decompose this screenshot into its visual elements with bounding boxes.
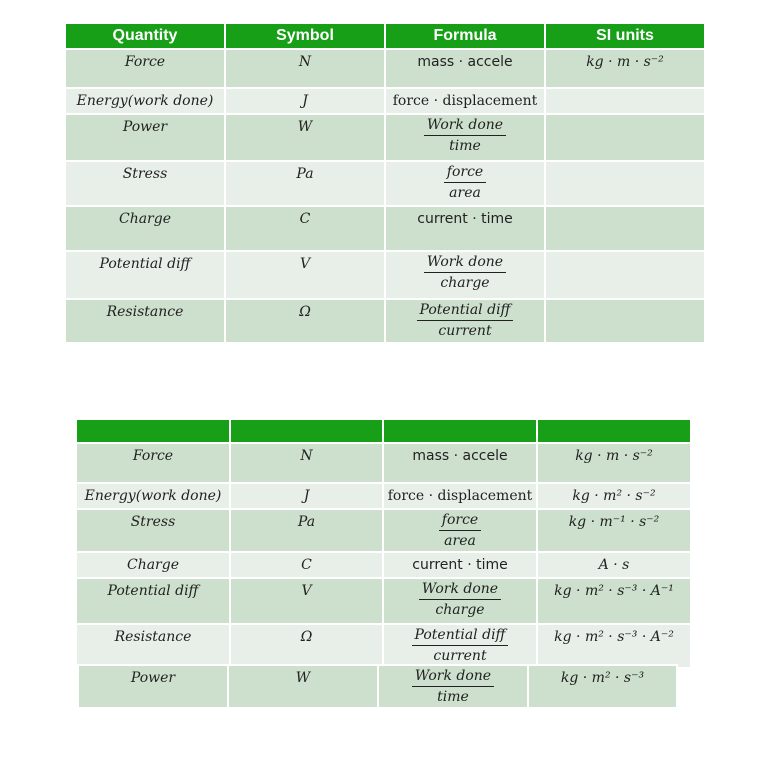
- header-row: [65, 23, 705, 49]
- table-row: [76, 443, 691, 483]
- units-cell: [546, 300, 704, 304]
- header-formula: Formula: [385, 23, 545, 49]
- formula-fraction: $\frac{\text{Potential diff}}{\text{current}}$: [417, 300, 514, 341]
- quantity-cell: Charge: [118, 211, 171, 227]
- table-row: [76, 578, 691, 624]
- formula-cell: mass · accele: [417, 54, 513, 70]
- symbol-cell: J: [303, 488, 310, 504]
- units-cell: kg · m² · s⁻²: [572, 488, 656, 504]
- units-cell: [546, 115, 704, 119]
- quantity-cell: Potential diff: [107, 583, 199, 599]
- quantity-cell: Stress: [130, 514, 176, 530]
- symbol-cell: Ω: [299, 304, 311, 320]
- formula-fraction: $\frac{\text{Work done}}{\text{time}}$: [412, 666, 494, 707]
- units-cell: kg · m · s⁻²: [575, 448, 653, 464]
- symbol-cell: Pa: [297, 514, 316, 530]
- formula-cell: current · time: [417, 211, 513, 227]
- formula-fraction: $\frac{\text{Work done}}{\text{charge}}$: [424, 252, 506, 293]
- units-cell: kg · m · s⁻²: [586, 54, 664, 70]
- quantity-cell: Resistance: [106, 304, 184, 320]
- formula-cell: current · time: [412, 557, 508, 573]
- symbol-cell: Pa: [296, 166, 314, 182]
- units-cell: [546, 162, 704, 166]
- quantities-table-with-header: [64, 22, 706, 344]
- formula-fraction: $\frac{\text{Potential diff}}{\text{current}}$: [412, 625, 509, 666]
- table-row: [65, 299, 705, 343]
- symbol-cell: C: [301, 557, 312, 573]
- table-row: [76, 509, 691, 552]
- units-cell: A · s: [598, 557, 630, 573]
- table-row: [76, 624, 691, 668]
- quantity-cell: Resistance: [114, 629, 192, 645]
- table-row: [65, 206, 705, 251]
- formula-fraction: $\frac{\text{force}}{\text{area}}$: [439, 510, 481, 551]
- formula-cell: mass · accele: [412, 448, 508, 464]
- quantity-cell: Power: [130, 670, 176, 686]
- symbol-cell: V: [299, 256, 311, 272]
- table-row: [65, 161, 705, 206]
- header-symbol: Symbol: [225, 23, 385, 49]
- symbol-cell: W: [295, 670, 311, 686]
- table-row: [78, 665, 677, 708]
- quantity-cell: Force: [132, 448, 174, 464]
- units-cell: kg · m² · s⁻³ · A⁻²: [554, 629, 674, 645]
- units-cell: kg · m² · s⁻³: [560, 670, 645, 686]
- header-row-empty: [76, 419, 691, 443]
- table-row: [65, 251, 705, 299]
- quantities-table-with-units: [75, 418, 692, 669]
- quantity-cell: Stress: [122, 166, 168, 182]
- quantity-cell: Energy(work done): [76, 93, 214, 109]
- quantity-cell: Power: [122, 119, 168, 135]
- symbol-cell: N: [300, 448, 313, 464]
- quantity-cell: Force: [124, 54, 166, 70]
- units-cell: [546, 89, 704, 93]
- formula-fraction: $\frac{\text{Work done}}{\text{time}}$: [424, 115, 506, 156]
- symbol-cell: J: [302, 93, 308, 109]
- symbol-cell: W: [297, 119, 313, 135]
- table-row: [65, 49, 705, 88]
- units-cell: [546, 252, 704, 256]
- symbol-cell: C: [299, 211, 311, 227]
- formula-cell: force · displacement: [387, 488, 533, 504]
- quantity-cell: Potential diff: [99, 256, 191, 272]
- header-quantity: Quantity: [65, 23, 225, 49]
- table-row: [65, 114, 705, 161]
- power-row-table: [77, 664, 678, 709]
- symbol-cell: N: [298, 54, 312, 70]
- table-row: [76, 483, 691, 509]
- units-cell: [546, 207, 704, 211]
- formula-cell: force · displacement: [392, 93, 538, 109]
- units-cell: kg · m² · s⁻³ · A⁻¹: [554, 583, 674, 599]
- units-cell: kg · m⁻¹ · s⁻²: [568, 514, 660, 530]
- symbol-cell: Ω: [300, 629, 313, 645]
- table-row: [76, 552, 691, 578]
- quantity-cell: Energy(work done): [84, 488, 222, 504]
- table-row: [65, 88, 705, 114]
- formula-fraction: $\frac{\text{Work done}}{\text{charge}}$: [419, 579, 501, 620]
- symbol-cell: V: [301, 583, 312, 599]
- quantity-cell: Charge: [126, 557, 179, 573]
- formula-fraction: $\frac{\text{force}}{\text{area}}$: [444, 162, 486, 203]
- header-si-units: SI units: [545, 23, 705, 49]
